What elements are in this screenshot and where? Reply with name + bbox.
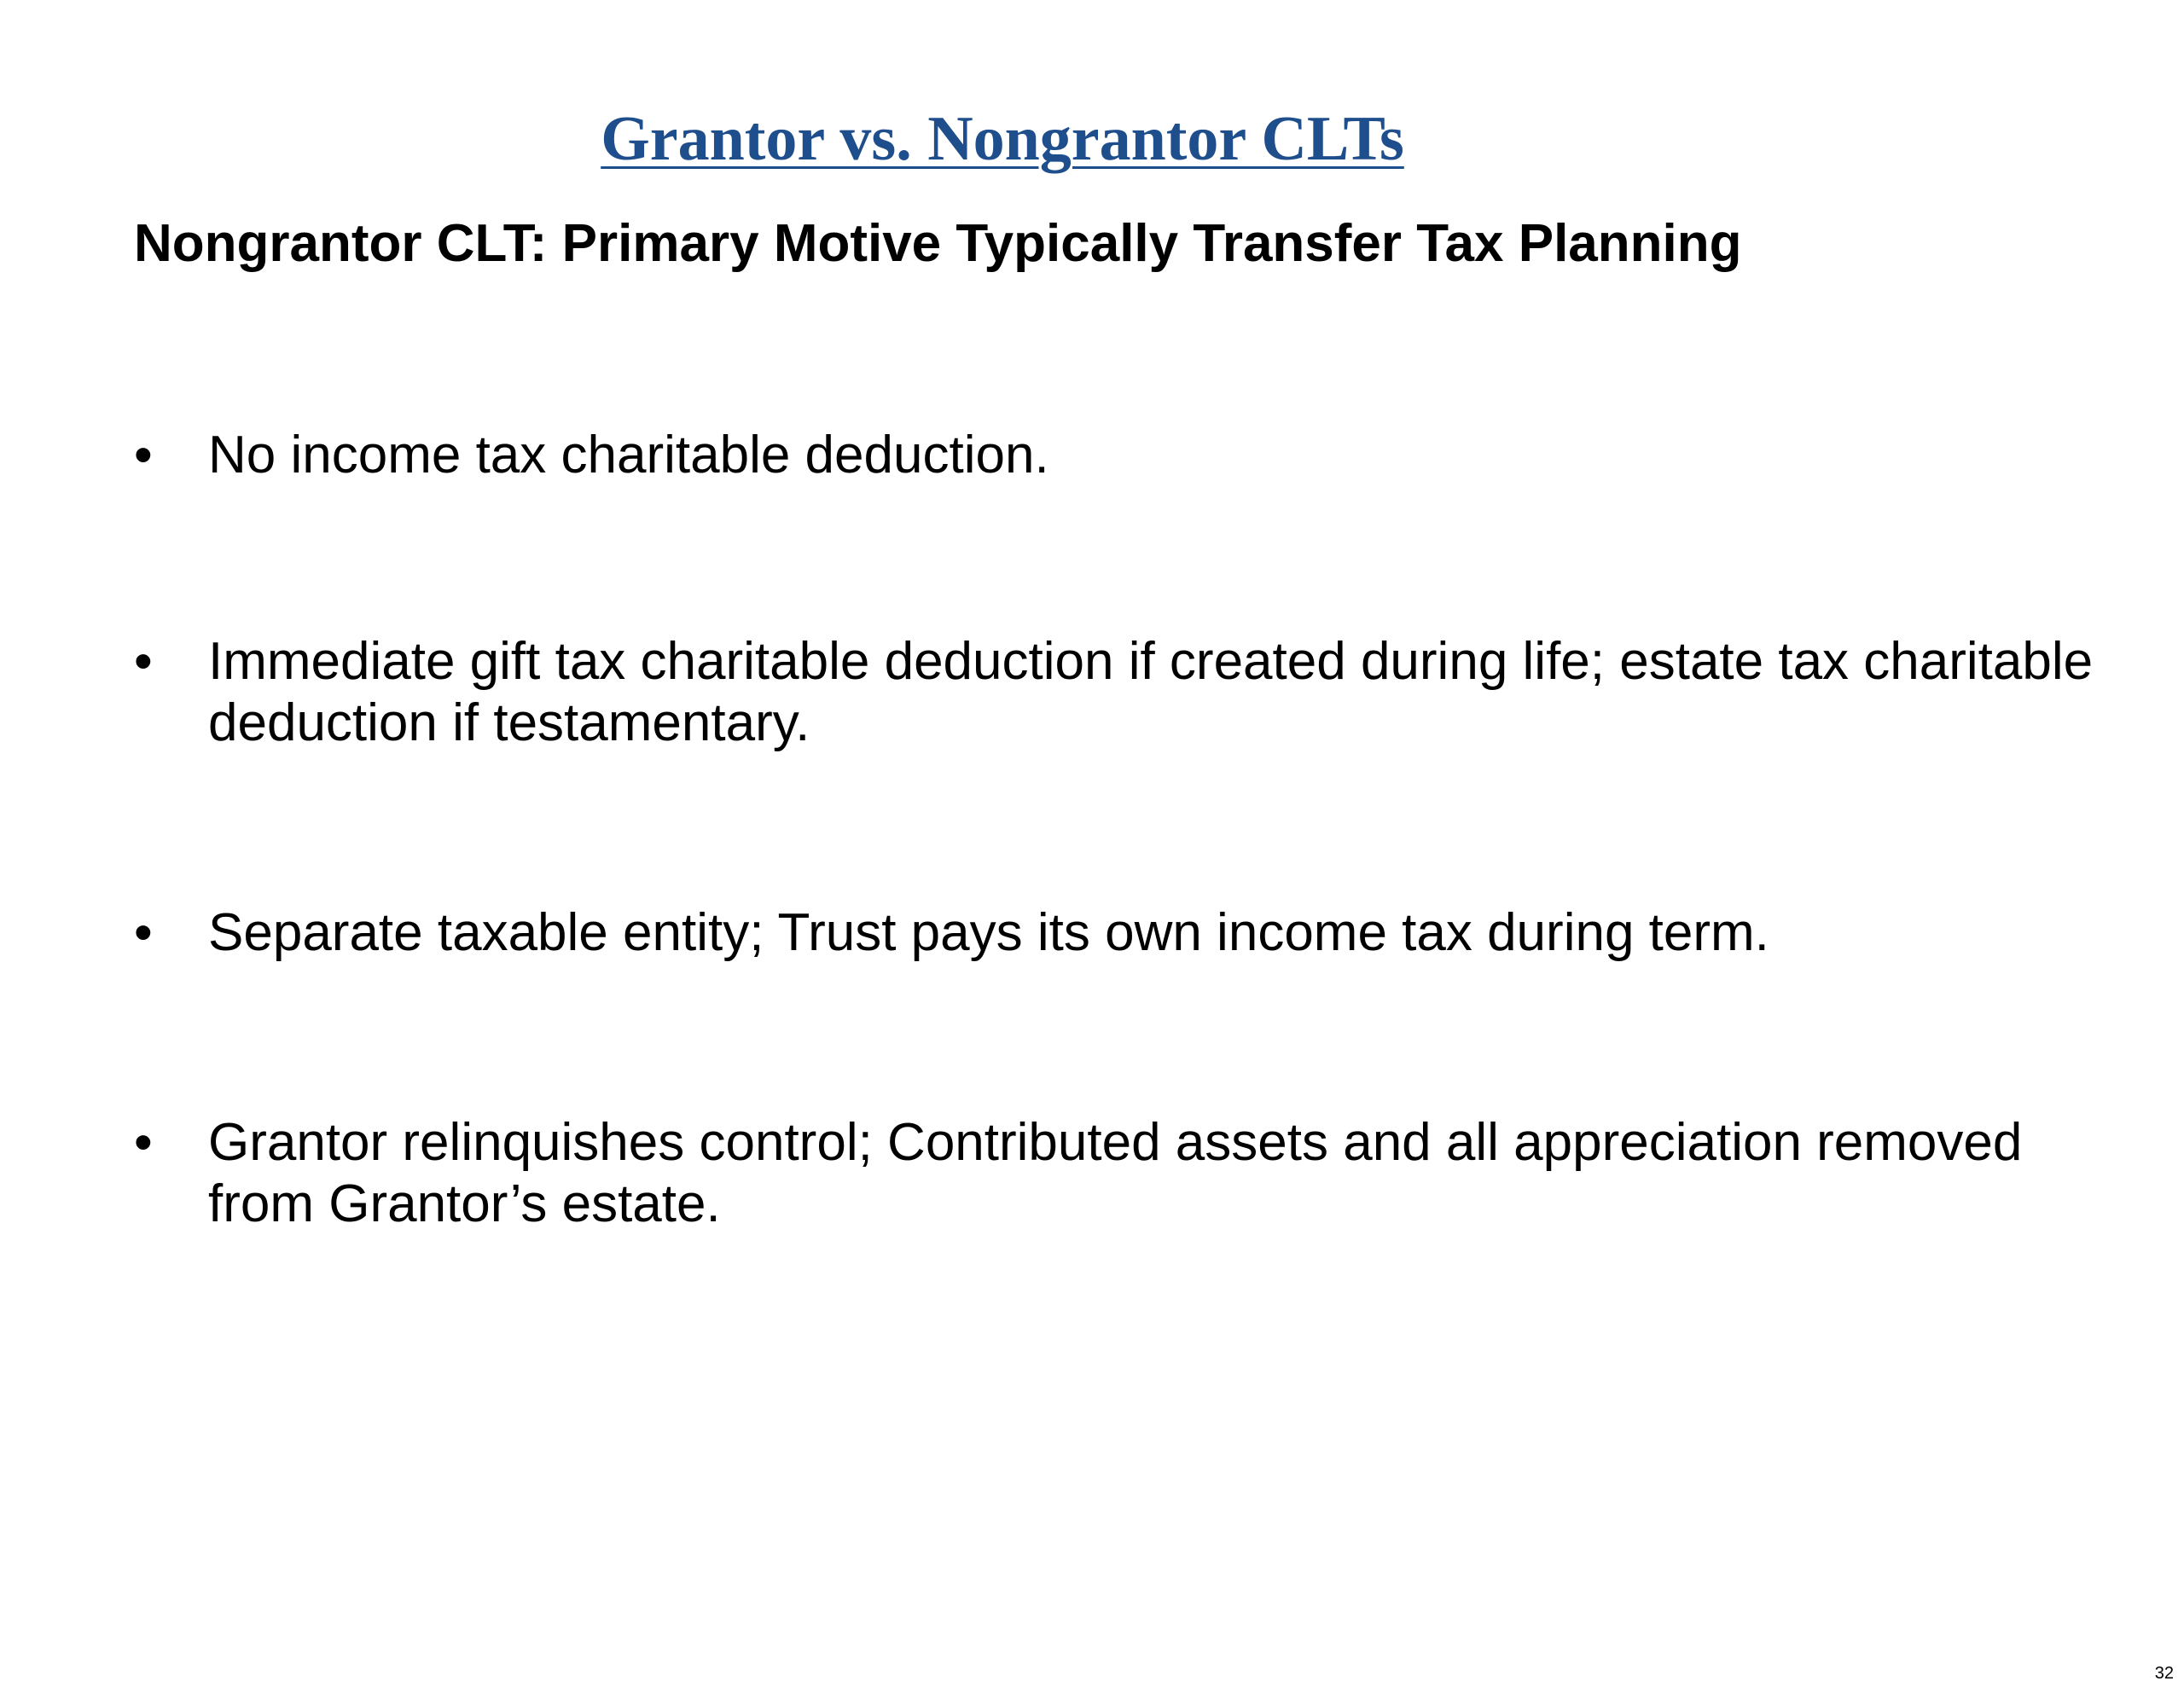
- slide-subtitle: Nongrantor CLT: Primary Motive Typically Transfer Tax Planning: [134, 214, 1742, 273]
- bullet-icon: •: [134, 903, 153, 962]
- bullet-item: [134, 1112, 2122, 1235]
- bullet-text: No income tax charitable deduction.: [208, 426, 1049, 484]
- bullet-icon: •: [134, 632, 153, 691]
- bullet-item: [134, 425, 2122, 486]
- bullet-icon: •: [134, 1113, 153, 1172]
- bullet-icon: •: [134, 426, 153, 484]
- bullet-text: Separate taxable entity; Trust pays its own income tax during term.: [208, 903, 1769, 962]
- bullet-item: [134, 631, 2122, 754]
- slide-title: Grantor vs. Nongrantor CLTs: [601, 104, 1404, 174]
- bullet-item: [134, 902, 2122, 964]
- bullet-text: Grantor relinquishes control; Contributed assets and all appreciation removed from Grantor’s estate.: [208, 1113, 2023, 1233]
- page-number: 32: [2154, 1664, 2174, 1683]
- bullet-text: Immediate gift tax charitable deduction if created during life; estate tax charitable deduction if testamentary.: [208, 632, 2094, 752]
